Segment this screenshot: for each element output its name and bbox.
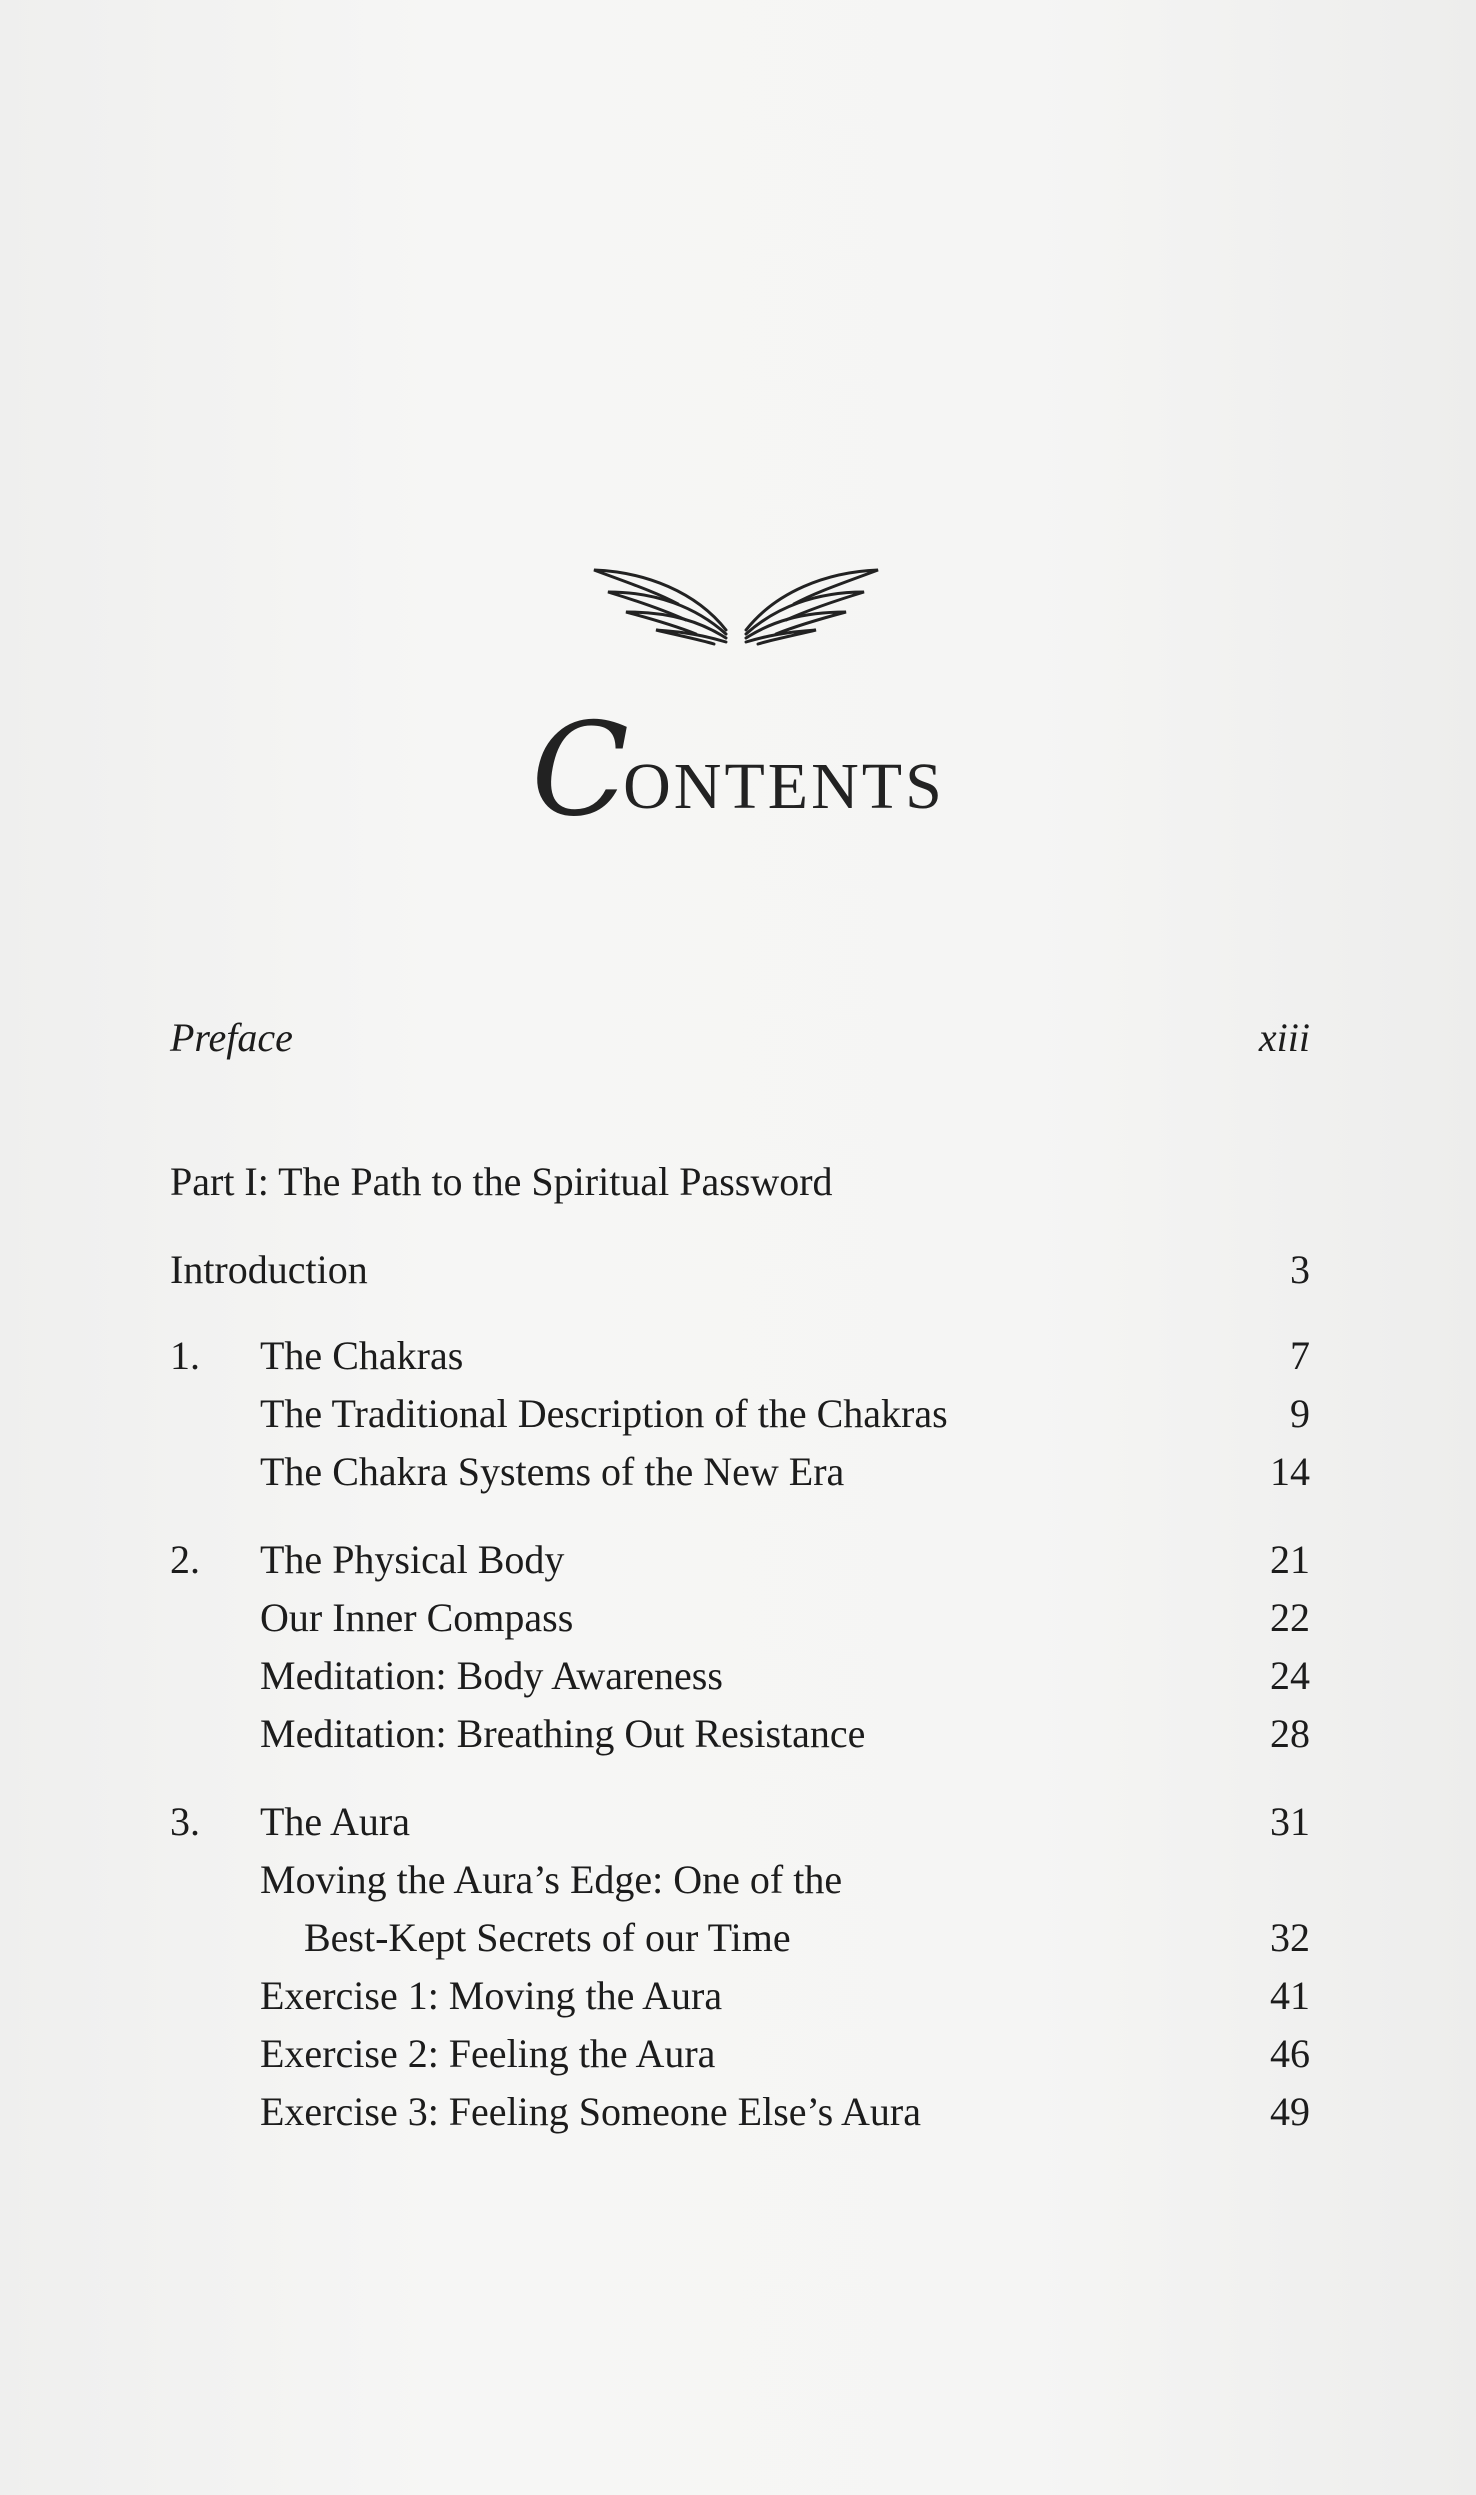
toc-entry-page: 28 xyxy=(1270,1711,1310,1756)
chapter-page: 7 xyxy=(1290,1333,1310,1378)
toc-entry-page: 22 xyxy=(1270,1595,1310,1640)
chapter-number: 1. xyxy=(170,1333,200,1378)
chapter-number: 3. xyxy=(170,1799,200,1844)
toc-entry-page: 41 xyxy=(1270,1973,1310,2018)
toc-introduction-label: Introduction xyxy=(170,1247,368,1292)
toc-entry-label: Our Inner Compass xyxy=(260,1595,574,1640)
toc-entry-label: Moving the Aura’s Edge: One of the xyxy=(260,1857,843,1902)
part-title: Part I: The Path to the Spiritual Password xyxy=(170,1159,833,1204)
toc-entry-label: The Chakra Systems of the New Era xyxy=(260,1449,845,1494)
chapter-title: The Chakras xyxy=(260,1333,464,1378)
toc-preface-label: Preface xyxy=(170,1015,293,1060)
chapter-number: 2. xyxy=(170,1537,200,1582)
chapter-title: The Physical Body xyxy=(260,1537,565,1582)
toc-introduction-page: 3 xyxy=(1290,1247,1310,1292)
chapter-page: 31 xyxy=(1270,1799,1310,1844)
title-initial: C xyxy=(531,696,630,845)
toc-entry-label: The Traditional Description of the Chakras xyxy=(260,1391,948,1436)
toc-entry-page: 14 xyxy=(1270,1449,1310,1494)
toc-entry-page: 24 xyxy=(1270,1653,1310,1698)
toc-entry-label: Exercise 3: Feeling Someone Else’s Aura xyxy=(260,2089,921,2134)
toc-entry-page: 9 xyxy=(1290,1391,1310,1436)
toc-entry-label: Exercise 1: Moving the Aura xyxy=(260,1973,723,2018)
chapter-title: The Aura xyxy=(260,1799,410,1844)
toc-entry-page: 49 xyxy=(1270,2089,1310,2134)
toc-entry-page: 46 xyxy=(1270,2031,1310,2076)
toc-entry-label: Meditation: Body Awareness xyxy=(260,1653,723,1698)
chapter-page: 21 xyxy=(1270,1537,1310,1582)
toc-entry-label: Exercise 2: Feeling the Aura xyxy=(260,2031,716,2076)
title-rest: ONTENTS xyxy=(623,750,945,823)
toc-entry-label: Meditation: Breathing Out Resistance xyxy=(260,1711,866,1756)
page-title xyxy=(0,690,1476,845)
toc-preface-page: xiii xyxy=(1258,1015,1310,1060)
toc-entry-label: Best-Kept Secrets of our Time xyxy=(304,1915,791,1960)
toc-entry-page: 32 xyxy=(1270,1915,1310,1960)
angel-wings-icon xyxy=(586,552,886,652)
